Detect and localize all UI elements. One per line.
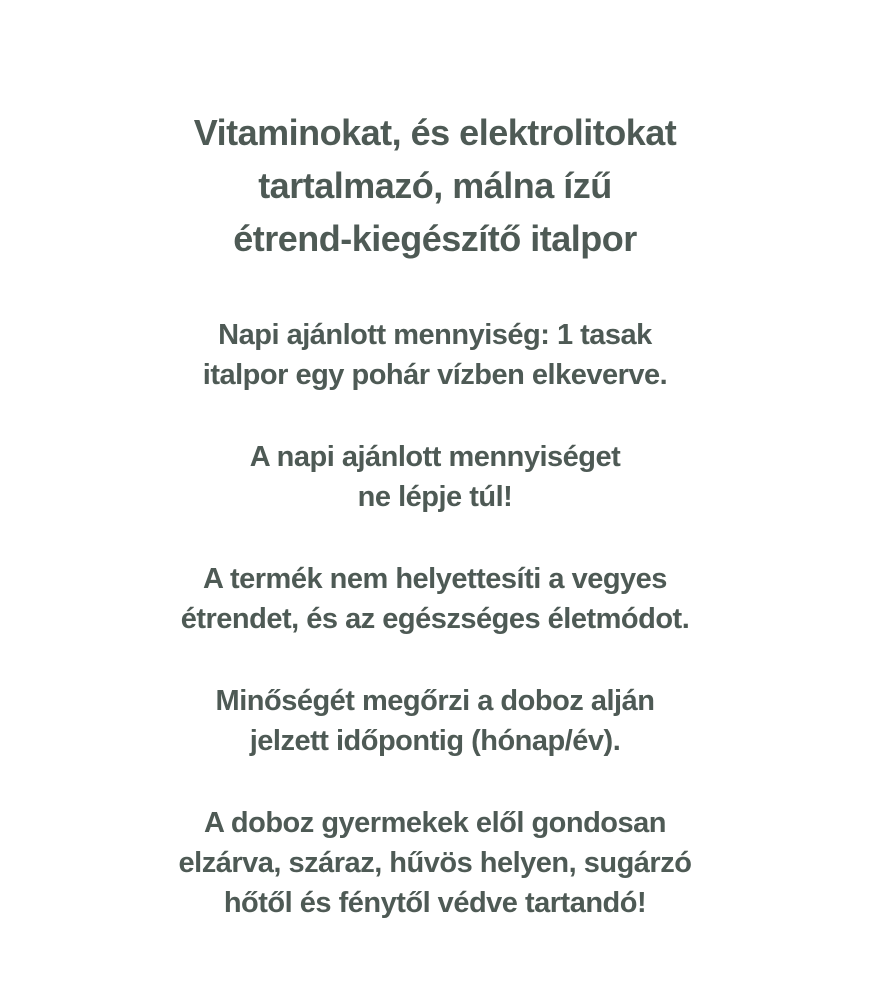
storage-paragraph (0, 803, 870, 923)
product-title (0, 106, 870, 265)
storage-line: hőtől és fénytől védve tartandó! (223, 887, 647, 919)
dosage-paragraph (0, 315, 870, 395)
warning-limit-line: ne lépje túl! (357, 481, 513, 513)
diet-disclaimer-line: A termék nem helyettesíti a vegyes (203, 563, 667, 595)
warning-limit-line: A napi ajánlott mennyiséget (249, 441, 621, 473)
shelf-life-paragraph (0, 681, 870, 761)
storage-line: elzárva, száraz, hűvös helyen, sugárzó (178, 847, 692, 879)
dosage-line: italpor egy pohár vízben elkeverve. (202, 359, 668, 391)
warning-limit-paragraph (0, 437, 870, 517)
storage-line: A doboz gyermekek elől gondosan (203, 807, 666, 839)
dosage-line: Napi ajánlott mennyiség: 1 tasak (218, 319, 652, 351)
product-title-line: tartalmazó, málna ízű (258, 165, 612, 206)
diet-disclaimer-paragraph (0, 559, 870, 639)
shelf-life-line: Minőségét megőrzi a doboz alján (215, 685, 655, 717)
shelf-life-line: jelzett időpontig (hónap/év). (249, 725, 621, 757)
product-title-line: Vitaminokat, és elektrolitokat (193, 112, 677, 153)
diet-disclaimer-line: étrendet, és az egészséges életmódot. (180, 603, 690, 635)
product-title-line: étrend-kiegészítő italpor (233, 218, 637, 259)
